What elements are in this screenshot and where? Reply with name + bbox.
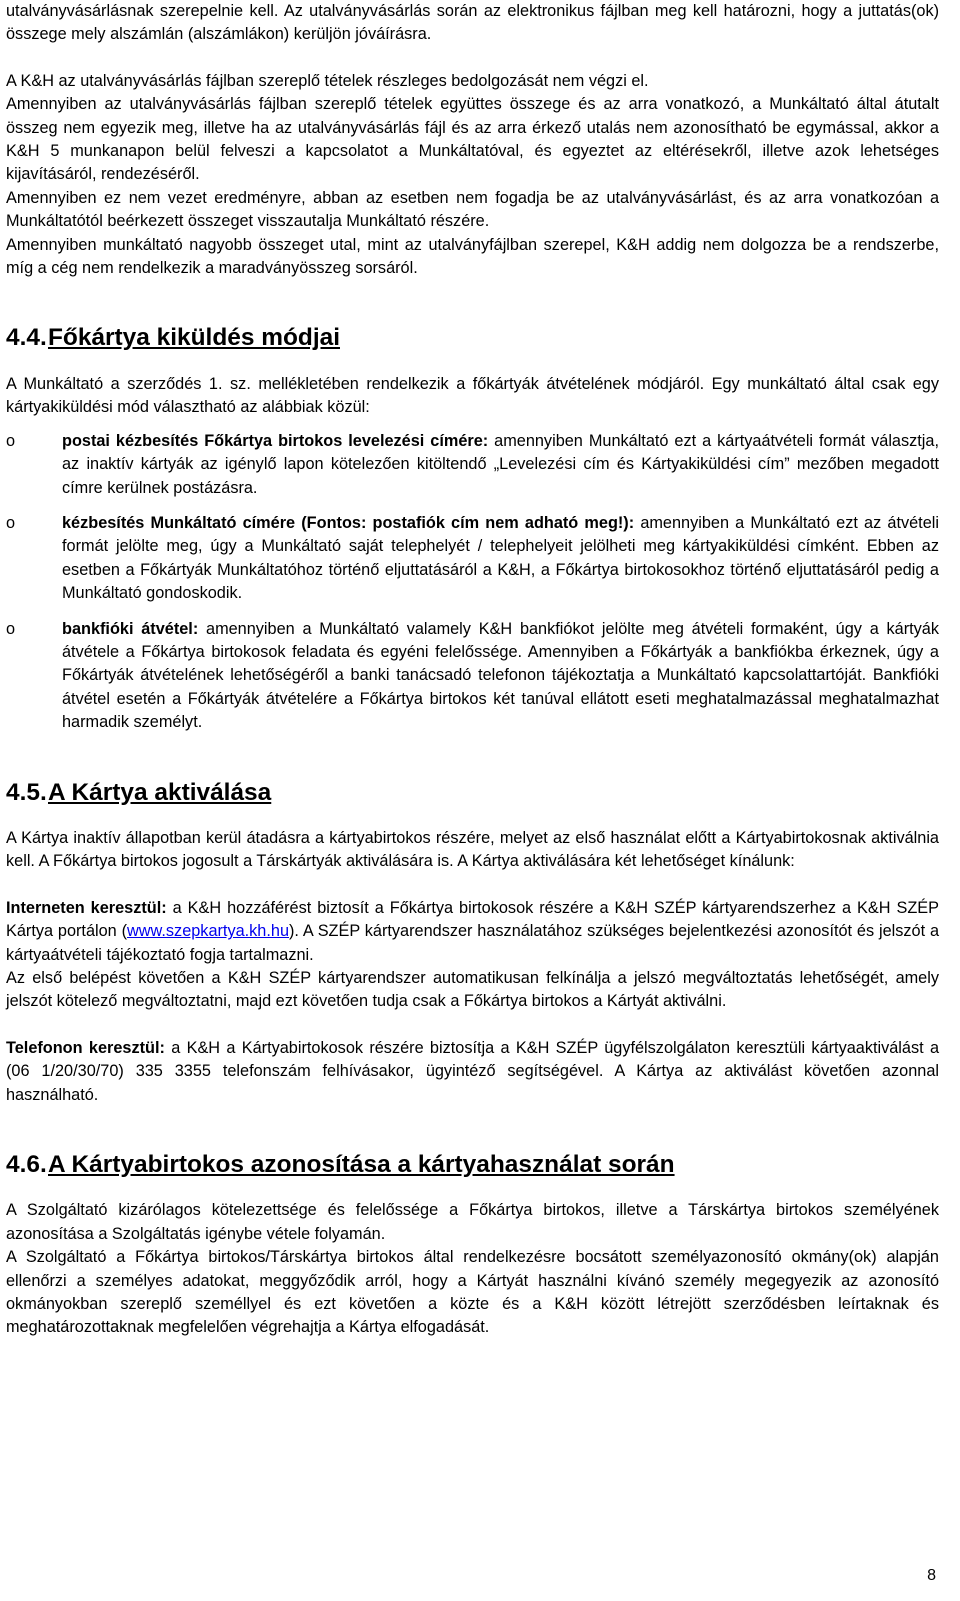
list-item-body: amennyiben Munkáltató ezt a kártyaátvételi formát választja, az inaktív kártyák az igénylő lapon kötelezően kitöltendő „Levelezési cím és Kártyakiküldési cím” mezőben megadott címre kerülnek postázásra.	[62, 431, 939, 497]
paragraph: A Szolgáltató kizárólagos kötelezettsége és felelőssége a Főkártya birtokos, illetve a Társkártya birtokos személyének azonosítása a Szolgáltatás igénybe vétele folyamán.	[6, 1201, 939, 1243]
list-item-body: amennyiben a Munkáltató ezt az átvételi formát jelölte meg, úgy a Munkáltató saját telephelyét / telephelyeit jelölheti meg kártyakiküldési címként. Ebben az esetben a Főkártyák Munkáltatóhoz történő eljuttatásáról a K&H, a Főkártya birtokosokhoz történő eljuttatásáról pedig a Munkáltató gondoskodik.	[62, 513, 939, 603]
paragraph: utalványvásárlásnak szerepelnie kell. Az utalványvásárlás során az elektronikus fájlban meg kell határozni, hogy a juttatás(ok) összege mely alszámlán (alszámlákon) kerüljön jóváírásra.	[6, 2, 939, 44]
list-item-text	[62, 618, 939, 735]
list-item	[6, 430, 939, 500]
paragraph-phone	[6, 1037, 939, 1107]
section-title: A Kártya aktiválása	[48, 778, 272, 806]
page-number: 8	[927, 1567, 936, 1584]
bullet-icon: o	[6, 619, 16, 638]
phone-lead: Telefonon keresztül:	[6, 1038, 165, 1057]
list-item	[6, 618, 939, 735]
section-heading-4-6	[6, 1151, 939, 1179]
list-item	[6, 512, 939, 606]
list-item-lead: postai kézbesítés Főkártya birtokos levelezési címére:	[62, 431, 489, 450]
paragraph: Amennyiben ez nem vezet eredményre, abban az esetben nem fogadja be az utalványvásárlást, és az arra vonatkozóan a Munkáltatótól beérkezett összeget visszautalja Munkáltató részére.	[6, 188, 939, 231]
paragraph: Amennyiben az utalványvásárlás fájlban szereplő tételek együttes összege és az arra vonatkozó, a Munkáltató által átutalt összeg nem egyezik meg, illetve ha az utalványvásárlás fájl és az arra érkező utalás nem azonosítható be egymással, akkor a K&H 5 munkanapon belül felveszi a kapcsolatot a Munkáltatóval, és egyeztet az eltérésekről, illetve azok lehetséges kijavításáról, rendezéséről.	[6, 95, 939, 184]
list-item-lead: bankfióki átvétel:	[62, 619, 199, 638]
section-number: 4.5.	[6, 778, 47, 806]
section-title: A Kártyabirtokos azonosítása a kártyahasználat során	[48, 1151, 675, 1179]
paragraph: Amennyiben munkáltató nagyobb összeget utal, mint az utalványfájlban szerepel, K&H addig nem dolgozza be a rendszerbe, míg a cég nem rendelkezik a maradványösszeg sorsáról.	[6, 235, 939, 278]
paragraph: A Szolgáltató a Főkártya birtokos/Társkártya birtokos által rendelkezésre bocsátott személyazonosító okmány(ok) alapján ellenőrzi a személyes adatokat, meggyőződik arról, hogy a Kártyát használni kívánó személy megegyezik az azonosító okmányokban szereplő személlyel és ezt követően a közte és a K&H között létrejött szerződésben leírtaknak és meghatározottaknak megfelelően végrehajtja a Kártya elfogadását.	[6, 1248, 939, 1337]
paragraph: A Munkáltató a szerződés 1. sz. mellékletében rendelkezik a főkártyák átvételének módjáról. Egy munkáltató által csak egy kártyakiküldési mód választható az alábbiak közül:	[6, 374, 939, 417]
paragraph-internet	[6, 897, 939, 967]
section-number: 4.6.	[6, 1151, 47, 1179]
bullet-icon: o	[6, 431, 16, 450]
section-heading-4-4	[6, 324, 939, 352]
portal-link[interactable]: www.szepkartya.kh.hu	[127, 922, 289, 941]
internet-text-cont: ). A SZÉP kártyarendszer használatához szükséges bejelentkezési azonosítót és jelszót a kártyaátvételi tájékoztató fogja tartalmazni.	[6, 922, 939, 964]
list-item-lead: kézbesítés Munkáltató címére (Fontos: postafiók cím nem adható meg!):	[62, 513, 635, 532]
list-item-text	[62, 512, 939, 606]
section-title: Főkártya kiküldés módjai	[48, 324, 340, 352]
internet-text: a K&H hozzáférést biztosít a Főkártya birtokosok részére a K&H SZÉP kártyarendszerhez a K&H SZÉP Kártya portálon (	[6, 898, 939, 941]
phone-text: a K&H a Kártyabirtokosok részére biztosítja a K&H SZÉP ügyfélszolgálaton keresztüli kártyaaktiválást a (06 1/20/30/70) 335 3355 telefonszám felhívásakor, ügyintéző segítségével. A Kártya az aktiválást követően azonnal használható.	[6, 1038, 939, 1104]
paragraph: A Kártya inaktív állapotban kerül átadásra a kártyabirtokos részére, melyet az első használat előtt a Kártyabirtokosnak aktiválnia kell. A Főkártya birtokos jogosult a Társkártyák aktiválására is. A Kártya aktiválására két lehetőséget kínálunk:	[6, 828, 939, 871]
list-item-body: amennyiben a Munkáltató valamely K&H bankfiókot jelölte meg átvételi formaként, úgy a kártyák átvétele a Főkártya birtokosok feladata és egyéni felelőssége. Amennyiben a Főkártyák a bankfiókba érkeznek, úgy a Főkártyák átvételének lehetőségéről a banki tanácsadó telefonon tájékoztatja a Munkáltató kapcsolattartóját. Bankfióki átvétel esetén a Főkártyák átvételére a Főkártya birtokos két tanúval ellátott eseti meghatalmazással meghatalmazhat harmadik személyt.	[62, 619, 939, 732]
internet-lead: Interneten keresztül:	[6, 898, 167, 917]
section-heading-4-5	[6, 778, 939, 806]
document-page	[6, 0, 939, 1340]
paragraph: Az első belépést követően a K&H SZÉP kártyarendszer automatikusan felkínálja a jelszó megváltoztatás lehetőségét, amely jelszót kötelező megváltoztatni, majd ezt követően tudja csak a Főkártya birtokos a Kártyát aktiválni.	[6, 969, 939, 1011]
bullet-icon: o	[6, 513, 16, 532]
paragraph: A K&H az utalványvásárlás fájlban szereplő tételek részleges bedolgozását nem végzi el.	[6, 71, 649, 90]
section-number: 4.4.	[6, 324, 47, 352]
list-item-text	[62, 430, 939, 500]
